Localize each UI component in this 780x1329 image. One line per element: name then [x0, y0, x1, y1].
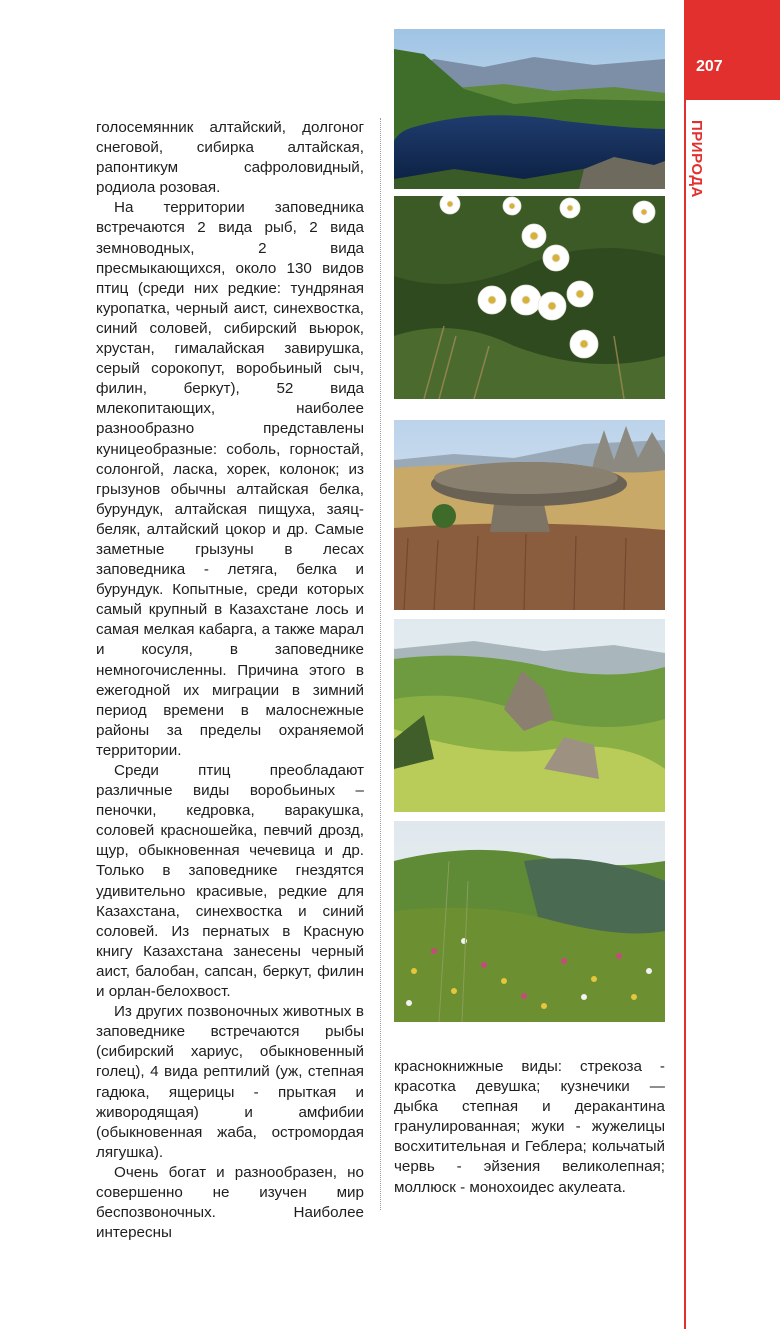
- photo-white-flowers: [394, 196, 665, 399]
- column-divider: [380, 118, 381, 1210]
- paragraph: краснокнижные виды: стрекоза - красотка девушка; кузнечики — дыбка степная и деракантина гранулированная; жуки - жужелицы восхитительная и Геблера; кольчатый червь - эйзения великолепная; моллюск - монохоидес акулеата.: [394, 1058, 665, 1196]
- left-text-column: [96, 118, 364, 1243]
- photo-mushroom-rock: [394, 420, 665, 610]
- paragraph: Очень богат и разнообразен, но совершенно не изучен мир беспозвоночных. Наиболее интересны: [96, 1163, 364, 1242]
- paragraph: Из других позвоночных животных в заповеднике встречаются рыбы (сибирский хариус, обыкновенный голец), 4 вида рептилий (уж, степная гадюка, ящерицы - прыткая и живородящая) и амфибии (обыкновенная жаба, остромордая лягушка).: [96, 1003, 364, 1161]
- photo-mountain-lake: [394, 29, 665, 189]
- paragraph: голосемянник алтайский, долгоног снеговой, сибирка алтайская, рапонтикум сафроловидный, родиола розовая.: [96, 119, 364, 197]
- paragraph: На территории заповедника встречаются 2 вида рыб, 2 вида земноводных, 2 вида пресмыкающихся, около 130 видов птиц (среди них редкие: тундряная куропатка, черный аист, синехвостка, синий соловей, сибирский вьюрок, хрустан, гималайская завирушка, серый сорокопут, воробьиный сыч, филин, беркут), 52 вида млекопитающих, наиболее разнообразно представлены куницеобразные: соболь, горностай, солонгой, ласка, хорек, колонок; из грызунов обычны алтайская белка, бурундук, алтайская пищуха, заяц-беляк, алтайский цокор и др. Самые заметные грызуны в лесах заповедника - летяга, белка и бурундук. Копытные, среди которых самый крупный в Казахстане лось и самая мелкая кабарга, а также марал и косуля, в заповеднике немногочисленны. Причина этого в ежегодной их миграции в зимний период времени в малоснежные районы за пределы охраняемой территории.: [96, 199, 364, 759]
- photo-mountain-valley: [394, 619, 665, 812]
- right-text-column: [394, 1057, 665, 1198]
- page-number: 207: [696, 58, 723, 75]
- paragraph: Среди птиц преобладают различные виды воробьиных – пеночки, кедровка, варакушка, соловей красношейка, певчий дрозд, щур, обыкновенная чечевица и др. Только в заповеднике гнездятся удивительно красивые, редкие для Казахстана, синехвостка и синий соловей. Из пернатых в Красную книгу Казахстана занесены черный аист, балобан, сапсан, беркут, филин и орлан-белохвост.: [96, 762, 364, 1001]
- section-label: ПРИРОДА: [688, 120, 705, 198]
- page-number-tab: [684, 0, 780, 100]
- margin-rule: [684, 100, 686, 1329]
- photo-wildflower-meadow: [394, 821, 665, 1022]
